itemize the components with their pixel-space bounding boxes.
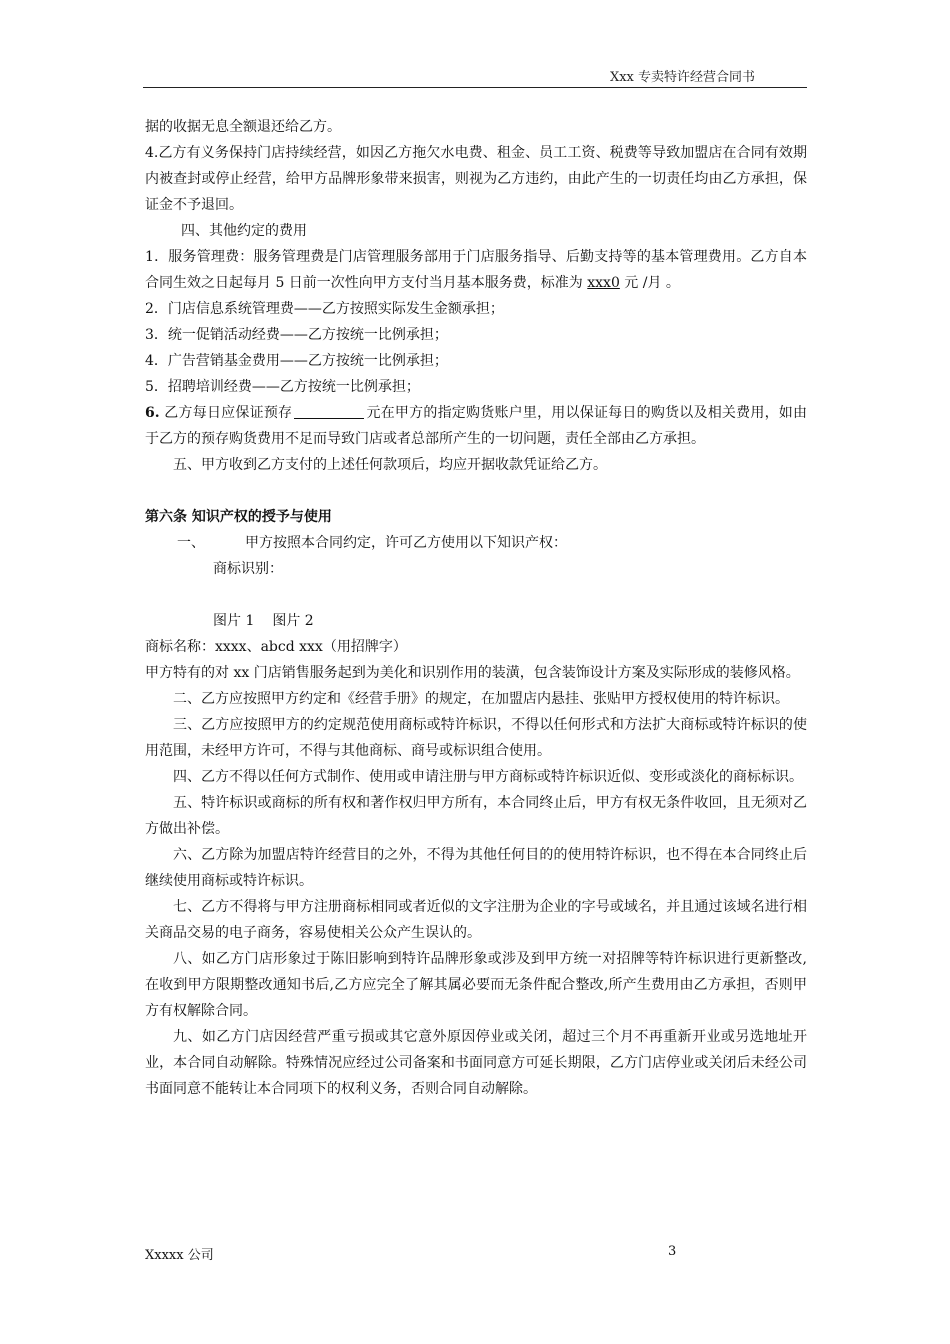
- item-number: 6.: [145, 405, 160, 421]
- paragraph: 据的收据无息全额退还给乙方。: [145, 119, 341, 135]
- list-item: 3．统一促销活动经费——乙方按统一比例承担；: [145, 327, 448, 343]
- paragraph: 4.乙方有义务保持门店持续经营，如因乙方拖欠水电费、租金、员工工资、税费等导致加盟店在合同有效期内被查封或停止经营，给甲方品牌形象带来损害，则视为乙方违约，由此产生的一切责任均由乙方承担，保证金不予退回。: [145, 145, 807, 213]
- paragraph: 甲方特有的对 xx 门店销售服务起到为美化和识别作用的装潢，包含装饰设计方案及实际形成的装修风格。: [145, 665, 800, 681]
- clause: 四、乙方不得以任何方式制作、使用或申请注册与甲方商标或特许标识近似、变形或淡化的商标标识。: [173, 769, 803, 785]
- clause: 三、乙方应按照甲方的约定规范使用商标或特许标识，不得以任何形式和方法扩大商标或特许标识的使用范围，未经甲方许可，不得与其他商标、商号或标识组合使用。: [145, 717, 807, 759]
- list-item: 2．门店信息系统管理费——乙方按照实际发生金额承担；: [145, 301, 504, 317]
- fee-amount: xxx0: [587, 275, 620, 291]
- paragraph: 五、甲方收到乙方支付的上述任何款项后，均应开据收款凭证给乙方。: [173, 457, 607, 473]
- clause: 七、乙方不得将与甲方注册商标相同或者近似的文字注册为企业的字号或域名，并且通过该域名进行相关商品交易的电子商务，容易使相关公众产生误认的。: [145, 899, 807, 941]
- text: 1．服务管理费：服务管理费是门店管理服务部用于门店服务指导、后勤支持等的基本管理费用。乙方自本合同生效之日起每月 5 日前一次性向甲方支付当月基本服务费，标准为: [145, 249, 807, 291]
- section-heading: 四、其他约定的费用: [181, 223, 307, 239]
- clause: 五、特许标识或商标的所有权和著作权归甲方所有，本合同终止后，甲方有权无条件收回，且无须对乙方做出补偿。: [145, 795, 807, 837]
- logo-label: 商标识别：: [213, 561, 283, 577]
- text: 甲方按照本合同约定，许可乙方使用以下知识产权：: [245, 535, 567, 551]
- picture-1-label: 图片 1: [213, 613, 255, 629]
- text: 元 /月 。: [619, 275, 680, 291]
- text: 元在甲方的指定购货账户里，用以保证每日的购货以及相关费用，如由于乙方的预存购货费用不足而导致门店或者总部所产生的一切问题，责任全部由乙方承担。: [145, 405, 808, 447]
- list-item: [145, 400, 807, 452]
- text: 乙方每日应保证预存: [159, 405, 293, 421]
- document-body: [145, 114, 807, 1102]
- header-rule: [143, 87, 807, 88]
- footer-company: Xxxxx 公司: [145, 1248, 214, 1263]
- clause: [145, 530, 807, 556]
- clause: 二、乙方应按照甲方约定和《经营手册》的规定，在加盟店内悬挂、张贴甲方授权使用的特许标识。: [173, 691, 789, 707]
- paragraph: [145, 244, 807, 296]
- clause: 六、乙方除为加盟店特许经营目的之外，不得为其他任何目的的使用特许标识，也不得在本合同终止后继续使用商标或特许标识。: [145, 847, 807, 889]
- list-item: 4．广告营销基金费用——乙方按统一比例承担；: [145, 353, 448, 369]
- blank-line: [294, 404, 364, 419]
- header-title: Xxx 专卖特许经营合同书: [609, 70, 755, 85]
- clause-number: 一、: [177, 535, 205, 551]
- article-title: 第六条 知识产权的授予与使用: [145, 509, 332, 525]
- clause: 八、如乙方门店形象过于陈旧影响到特许品牌形象或涉及到甲方统一对招牌等特许标识进行更新整改,在收到甲方限期整改通知书后,乙方应完全了解其属必要而无条件配合整改,所产生费用由乙方承担，否则甲方有权解除合同。: [145, 951, 807, 1019]
- page-number: 3: [668, 1244, 677, 1259]
- brand-name: 商标名称：xxxx、abcd xxx（用招牌字）: [145, 639, 407, 655]
- picture-2-label: 图片 2: [272, 613, 314, 629]
- picture-labels: [145, 608, 807, 634]
- clause: 九、如乙方门店因经营严重亏损或其它意外原因停业或关闭，超过三个月不再重新开业或另选地址开业，本合同自动解除。特殊情况应经过公司备案和书面同意方可延长期限，乙方门店停业或关闭后未经公司书面同意不能转让本合同项下的权利义务，否则合同自动解除。: [145, 1029, 807, 1097]
- list-item: 5．招聘培训经费——乙方按统一比例承担；: [145, 379, 420, 395]
